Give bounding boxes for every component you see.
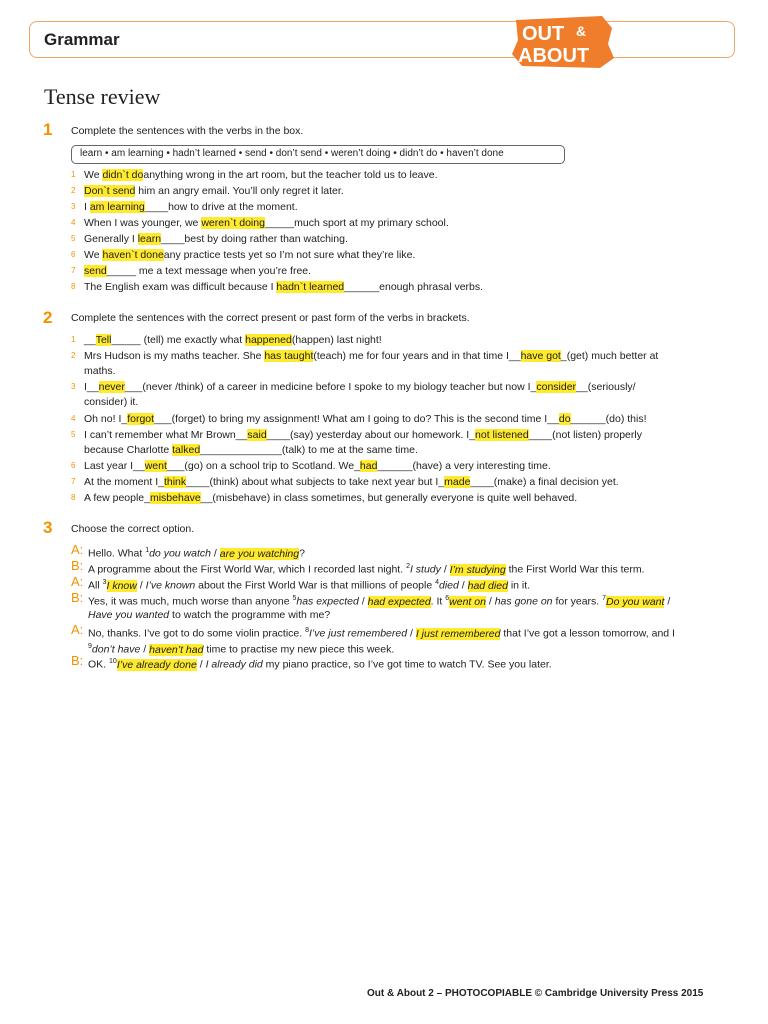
answer-highlight: never bbox=[98, 381, 125, 393]
dialogue-text: / bbox=[196, 658, 206, 671]
sentence-line bbox=[84, 475, 619, 489]
selected-option: Do you want bbox=[606, 595, 665, 608]
sentence-text: Generally I bbox=[84, 233, 138, 245]
dialogue-text: / bbox=[458, 579, 468, 592]
answer-highlight: misbehave bbox=[149, 492, 201, 504]
sentence-text: ____(think) about what subjects to take next year but I_ bbox=[186, 476, 445, 488]
question-number: 8 bbox=[71, 282, 76, 291]
question-number: 2 bbox=[71, 186, 76, 195]
answer-highlight: hadn`t learned bbox=[276, 281, 345, 293]
speaker-label: A: bbox=[71, 542, 84, 557]
question-number: 8 bbox=[71, 493, 76, 502]
header-bar bbox=[29, 21, 735, 58]
question-number: 6 bbox=[71, 461, 76, 470]
sentence-text: ____(say) yesterday about our homework. I_ bbox=[266, 429, 476, 441]
sentence-text: anything wrong in the art room, but the teacher told us to leave. bbox=[143, 169, 438, 181]
answer-highlight: said bbox=[247, 429, 267, 441]
option: died bbox=[439, 579, 459, 592]
answer-highlight: Don`t send bbox=[84, 185, 136, 197]
sentence-text: ___(never /think) of a career in medicine before I spoke to my biology teacher but now I_ bbox=[124, 381, 537, 393]
sentence-text: When I was younger, we bbox=[84, 217, 202, 229]
sentence-text: A few people_ bbox=[84, 492, 150, 504]
answer-highlight: haven`t done bbox=[102, 249, 164, 261]
sentence-line bbox=[84, 459, 551, 473]
sentence-line bbox=[84, 364, 116, 378]
sentence-text: I bbox=[84, 201, 90, 213]
dialogue-text: All bbox=[88, 579, 103, 592]
answer-highlight: talked bbox=[172, 444, 201, 456]
selected-option: had expected bbox=[367, 595, 431, 608]
exercise-1-number: 1 bbox=[43, 120, 53, 139]
dialogue-line bbox=[88, 624, 675, 641]
sentence-text: ______________(talk) to me at the same time. bbox=[200, 444, 418, 456]
sentence-line bbox=[84, 200, 298, 214]
option: has expected bbox=[296, 595, 359, 608]
option: I study bbox=[409, 563, 441, 576]
dialogue-text: OK. bbox=[88, 658, 110, 671]
option-number: 1 bbox=[145, 547, 150, 554]
option-number: 8 bbox=[305, 627, 310, 634]
dialogue-text: about the First World War is that millions of people bbox=[195, 579, 436, 592]
dialogue-line bbox=[88, 544, 305, 561]
dialogue-text: that I’ve got a lesson tomorrow, and I bbox=[500, 627, 675, 640]
sentence-line bbox=[84, 333, 382, 347]
sentence-text: I can’t remember what Mr Brown__ bbox=[84, 429, 248, 441]
sentence-line bbox=[84, 216, 449, 230]
question-number: 1 bbox=[71, 170, 76, 179]
option: I’ve just remembered bbox=[309, 627, 408, 640]
dialogue-text: / bbox=[140, 643, 150, 656]
answer-highlight: have got bbox=[520, 350, 561, 362]
dialogue-text: in it. bbox=[507, 579, 531, 592]
option-number: 3 bbox=[102, 579, 107, 586]
speaker-label: A: bbox=[71, 574, 84, 589]
sentence-text: ____(not listen) properly bbox=[528, 429, 642, 441]
dialogue-text: time to practise my new piece this week. bbox=[203, 643, 395, 656]
answer-highlight: happened bbox=[245, 334, 292, 346]
option-number: 7 bbox=[602, 595, 607, 602]
sentence-text: ___(go) on a school trip to Scotland. We_ bbox=[166, 460, 360, 472]
selected-option: had died bbox=[467, 579, 508, 592]
dialogue-text: / bbox=[440, 563, 450, 576]
dialogue-text: / bbox=[407, 627, 416, 640]
logo-word-out: OUT bbox=[522, 23, 565, 45]
option-number: 4 bbox=[435, 579, 439, 586]
question-number: 1 bbox=[71, 335, 76, 344]
option: I’ve known bbox=[145, 579, 196, 592]
option-number: 5 bbox=[292, 595, 297, 602]
dialogue-text: / bbox=[664, 595, 671, 608]
option: don’t have bbox=[91, 643, 141, 656]
question-number: 5 bbox=[71, 430, 76, 439]
sentence-text: ______enough phrasal verbs. bbox=[344, 281, 484, 293]
sentence-text: (teach) me for four years and in that time I__ bbox=[313, 350, 521, 362]
dialogue-line bbox=[88, 576, 530, 593]
sentence-text: Last year I__ bbox=[84, 460, 145, 472]
answer-highlight: learn bbox=[137, 233, 162, 245]
word-box: learn • am learning • hadn’t learned • send • don’t send • weren’t doing • didn’t do • haven’t done bbox=[71, 145, 565, 164]
question-number: 6 bbox=[71, 250, 76, 259]
sentence-text: ____best by doing rather than watching. bbox=[161, 233, 348, 245]
answer-highlight: am learning bbox=[89, 201, 145, 213]
sentence-line bbox=[84, 428, 642, 442]
sentence-text: The English exam was difficult because I bbox=[84, 281, 277, 293]
selected-option: I know bbox=[106, 579, 137, 592]
section-title: Grammar bbox=[44, 30, 120, 49]
answer-highlight: send bbox=[84, 265, 107, 277]
dialogue-text: / bbox=[358, 595, 368, 608]
answer-highlight: not listened bbox=[475, 429, 529, 441]
sentence-text: ______(do) this! bbox=[570, 413, 647, 425]
sentence-text: ___(forget) to bring my assignment! What am I going to do? This is the second time I__ bbox=[154, 413, 559, 425]
sentence-line bbox=[84, 380, 636, 394]
selected-option: are you watching bbox=[219, 547, 300, 560]
dialogue-line bbox=[88, 592, 670, 609]
option-number: 9 bbox=[88, 643, 92, 650]
sentence-text: him an angry email. You’ll only regret it later. bbox=[135, 185, 344, 197]
selected-option: I just remembered bbox=[415, 627, 501, 640]
sentence-line bbox=[84, 395, 138, 409]
option-number: 6 bbox=[445, 595, 450, 602]
selected-option: went on bbox=[449, 595, 486, 608]
dialogue-text: A programme about the First World War, which I recorded last night. bbox=[88, 563, 407, 576]
sentence-text: At the moment I_ bbox=[84, 476, 164, 488]
dialogue-text: to watch the programme with me? bbox=[169, 609, 331, 621]
dialogue-text: the First World War this term. bbox=[505, 563, 645, 576]
sentence-text: _____much sport at my primary school. bbox=[264, 217, 449, 229]
answer-highlight: made bbox=[444, 476, 471, 488]
out-and-about-logo bbox=[508, 14, 618, 70]
answer-highlight: think bbox=[163, 476, 187, 488]
sentence-text: because Charlotte bbox=[84, 444, 173, 456]
question-number: 3 bbox=[71, 382, 76, 391]
dialogue-text: for years. bbox=[552, 595, 603, 608]
dialogue-text: / bbox=[210, 547, 220, 560]
answer-highlight: weren`t doing bbox=[201, 217, 265, 229]
answer-highlight: went bbox=[144, 460, 167, 472]
question-number: 5 bbox=[71, 234, 76, 243]
question-number: 4 bbox=[71, 414, 76, 423]
dialogue-text: No, thanks. I’ve got to do some violin practice. bbox=[88, 627, 306, 640]
speaker-label: A: bbox=[71, 622, 84, 637]
logo-word-about: ABOUT bbox=[518, 45, 590, 67]
dialogue-line bbox=[88, 655, 552, 672]
answer-highlight: Tell bbox=[95, 334, 112, 346]
dialogue-text: / bbox=[485, 595, 495, 608]
dialogue-line bbox=[88, 608, 330, 622]
dialogue-text: . It bbox=[430, 595, 446, 608]
footer-copyright: Out & About 2 – PHOTOCOPIABLE © Cambridge University Press 2015 bbox=[367, 988, 704, 999]
dialogue-text: Yes, it was much, much worse than anyone bbox=[88, 595, 293, 608]
dialogue-text: my piano practice, so I’ve got time to watch TV. See you later. bbox=[262, 658, 552, 671]
exercise-3-instruction: Choose the correct option. bbox=[71, 523, 195, 535]
sentence-line bbox=[84, 349, 658, 363]
question-number: 2 bbox=[71, 351, 76, 360]
sentence-text: __(misbehave) in class sometimes, but generally everyone is quite well behaved. bbox=[200, 492, 578, 504]
option-number: 10 bbox=[109, 658, 117, 665]
option-number: 2 bbox=[406, 563, 410, 570]
option: has gone on bbox=[494, 595, 553, 608]
speaker-label: B: bbox=[71, 590, 84, 605]
sentence-text: consider) it. bbox=[84, 396, 139, 408]
sentence-text: _____ (tell) me exactly what bbox=[111, 334, 246, 346]
answer-highlight: had bbox=[359, 460, 378, 472]
dialogue-text: Hello. What bbox=[88, 547, 146, 560]
dialogue-line bbox=[88, 560, 645, 577]
question-number: 7 bbox=[71, 266, 76, 275]
sentence-line bbox=[84, 280, 483, 294]
question-number: 3 bbox=[71, 202, 76, 211]
option: do you watch bbox=[149, 547, 211, 560]
sentence-line bbox=[84, 184, 344, 198]
dialogue-text: ? bbox=[299, 547, 305, 560]
speaker-label: B: bbox=[71, 653, 84, 668]
exercise-2-instruction: Complete the sentences with the correct present or past form of the verbs in brackets. bbox=[71, 312, 470, 324]
sentence-text: ______(have) a very interesting time. bbox=[377, 460, 551, 472]
sentence-text: Mrs Hudson is my maths teacher. She bbox=[84, 350, 265, 362]
selected-option: I’m studying bbox=[449, 563, 506, 576]
sentence-line bbox=[84, 248, 415, 262]
sentence-text: __ bbox=[84, 334, 96, 346]
sentence-line bbox=[84, 412, 647, 426]
sentence-text: ____(make) a final decision yet. bbox=[470, 476, 619, 488]
sentence-text: __(seriously/ bbox=[576, 381, 636, 393]
option: I already did bbox=[205, 658, 263, 671]
sentence-text: We bbox=[84, 249, 103, 261]
sentence-text: any practice tests yet so I’m not sure what they’re like. bbox=[163, 249, 416, 261]
option: Have you wanted bbox=[88, 609, 170, 621]
sentence-line bbox=[84, 491, 577, 505]
speaker-label: B: bbox=[71, 558, 84, 573]
sentence-line bbox=[84, 232, 348, 246]
exercise-3-number: 3 bbox=[43, 518, 53, 537]
sentence-text: I__ bbox=[84, 381, 99, 393]
selected-option: haven’t had bbox=[149, 643, 204, 656]
sentence-line bbox=[84, 264, 311, 278]
sentence-text: _(get) much better at bbox=[560, 350, 659, 362]
exercise-2-number: 2 bbox=[43, 308, 53, 327]
dialogue-text: / bbox=[136, 579, 146, 592]
sentence-line bbox=[84, 168, 438, 182]
answer-highlight: consider bbox=[536, 381, 577, 393]
question-number: 4 bbox=[71, 218, 76, 227]
sentence-text: maths. bbox=[84, 365, 116, 377]
sentence-text: ____how to drive at the moment. bbox=[144, 201, 298, 213]
answer-highlight: didn`t do bbox=[102, 169, 144, 181]
sentence-text: _____ me a text message when you’re free. bbox=[106, 265, 312, 277]
logo-ampersand: & bbox=[576, 23, 587, 39]
question-number: 7 bbox=[71, 477, 76, 486]
sentence-text: (happen) last night! bbox=[291, 334, 382, 346]
selected-option: I’ve already done bbox=[116, 658, 197, 671]
sentence-text: Oh no! I_ bbox=[84, 413, 128, 425]
answer-highlight: do bbox=[558, 413, 571, 425]
exercise-1-instruction: Complete the sentences with the verbs in the box. bbox=[71, 125, 304, 137]
page-title: Tense review bbox=[44, 84, 161, 109]
answer-highlight: forgot bbox=[127, 413, 155, 425]
answer-highlight: has taught bbox=[264, 350, 314, 362]
sentence-text: We bbox=[84, 169, 103, 181]
sentence-line bbox=[84, 443, 418, 457]
